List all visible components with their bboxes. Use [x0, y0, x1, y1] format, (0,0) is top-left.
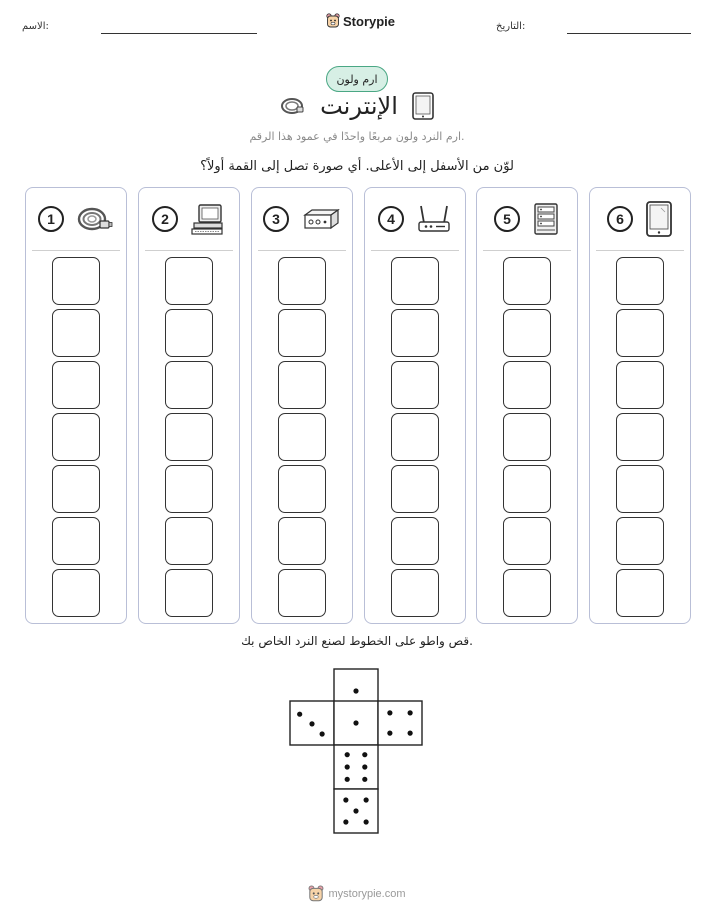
dice-pip	[353, 720, 358, 725]
dice-pip	[387, 731, 392, 736]
color-square[interactable]	[165, 569, 213, 617]
dice-face-center	[334, 701, 378, 745]
footer	[0, 885, 714, 903]
footer-url[interactable]: mystorypie.com	[328, 888, 406, 900]
modem-icon	[301, 207, 341, 231]
column-3	[251, 187, 353, 624]
color-square[interactable]	[391, 413, 439, 461]
computer-icon	[190, 203, 226, 235]
storypie-logo	[326, 13, 395, 29]
column-6	[589, 187, 691, 624]
column-5	[476, 187, 578, 624]
name-label: الاسم:	[22, 21, 49, 32]
dice-pip	[353, 808, 358, 813]
color-square[interactable]	[165, 413, 213, 461]
dice-pip	[345, 777, 350, 782]
column-number: 4	[378, 206, 404, 232]
column-number: 6	[607, 206, 633, 232]
color-square[interactable]	[391, 257, 439, 305]
color-square[interactable]	[391, 465, 439, 513]
color-square[interactable]	[503, 361, 551, 409]
dice-pip	[362, 764, 367, 769]
column-1	[25, 187, 127, 624]
color-square[interactable]	[503, 569, 551, 617]
dice-pip	[408, 731, 413, 736]
tablet-icon	[412, 92, 434, 120]
dice-pip	[343, 797, 348, 802]
color-square[interactable]	[52, 569, 100, 617]
dice-face-right	[378, 701, 422, 745]
color-square[interactable]	[278, 413, 326, 461]
color-square[interactable]	[52, 517, 100, 565]
bear-logo-icon	[308, 885, 324, 903]
color-square[interactable]	[616, 257, 664, 305]
dice-pip	[343, 819, 348, 824]
dice-net	[289, 668, 425, 836]
color-square[interactable]	[616, 413, 664, 461]
dice-pip	[345, 752, 350, 757]
color-square[interactable]	[503, 517, 551, 565]
activity-badge: ارم ولون	[326, 66, 388, 92]
dice-pip	[320, 731, 325, 736]
cut-instructions: قص واطو على الخطوط لصنع النرد الخاص بك.	[241, 634, 473, 648]
color-square[interactable]	[391, 517, 439, 565]
dice-pip	[345, 764, 350, 769]
column-2	[138, 187, 240, 624]
dice-face-lower	[334, 745, 378, 789]
cable-icon	[76, 204, 114, 234]
color-square[interactable]	[278, 257, 326, 305]
dice-pip	[408, 710, 413, 715]
logo-text: Storypie	[343, 13, 396, 29]
column-divider	[596, 250, 684, 251]
column-header	[590, 188, 690, 250]
dice-pip	[353, 688, 358, 693]
color-square[interactable]	[616, 309, 664, 357]
column-number: 2	[152, 206, 178, 232]
title-row	[0, 92, 714, 120]
color-square[interactable]	[165, 309, 213, 357]
question: لوّن من الأسفل إلى الأعلى. أي صورة تصل إلى القمة أولاً؟	[200, 159, 514, 174]
color-square[interactable]	[165, 517, 213, 565]
color-square[interactable]	[52, 361, 100, 409]
column-header	[477, 188, 577, 250]
color-square[interactable]	[503, 257, 551, 305]
dice-pip	[362, 777, 367, 782]
color-square[interactable]	[391, 361, 439, 409]
date-line[interactable]	[567, 33, 691, 34]
color-square[interactable]	[616, 465, 664, 513]
tablet-icon	[645, 201, 673, 237]
color-square[interactable]	[616, 569, 664, 617]
date-label: التاريخ:	[496, 21, 526, 32]
dice-pip	[364, 819, 369, 824]
column-4	[364, 187, 466, 624]
column-divider	[145, 250, 233, 251]
column-number: 1	[38, 206, 64, 232]
column-header	[365, 188, 465, 250]
dice-face-bottom	[334, 789, 378, 833]
color-square[interactable]	[278, 361, 326, 409]
column-number: 3	[263, 206, 289, 232]
color-square[interactable]	[52, 257, 100, 305]
bear-logo-icon	[326, 13, 340, 29]
dice-pip	[362, 752, 367, 757]
name-line[interactable]	[101, 33, 257, 34]
color-square[interactable]	[278, 517, 326, 565]
color-square[interactable]	[503, 413, 551, 461]
color-square[interactable]	[616, 361, 664, 409]
color-square[interactable]	[616, 517, 664, 565]
cable-icon	[280, 95, 306, 117]
column-divider	[258, 250, 346, 251]
color-square[interactable]	[278, 569, 326, 617]
dice-pip	[364, 797, 369, 802]
router-icon	[416, 203, 452, 235]
column-divider	[371, 250, 459, 251]
color-square[interactable]	[503, 309, 551, 357]
color-square[interactable]	[503, 465, 551, 513]
column-header	[26, 188, 126, 250]
color-square[interactable]	[165, 257, 213, 305]
server-icon	[532, 202, 560, 236]
color-square[interactable]	[52, 413, 100, 461]
color-square[interactable]	[165, 361, 213, 409]
column-header	[139, 188, 239, 250]
color-square[interactable]	[165, 465, 213, 513]
color-square[interactable]	[278, 309, 326, 357]
color-square[interactable]	[52, 309, 100, 357]
column-header	[252, 188, 352, 250]
dice-pip	[297, 712, 302, 717]
subtitle: ارم النرد ولون مربعًا واحدًا في عمود هذا الرقم.	[249, 130, 465, 143]
column-number: 5	[494, 206, 520, 232]
dice-pip	[309, 721, 314, 726]
column-divider	[32, 250, 120, 251]
color-square[interactable]	[52, 465, 100, 513]
color-square[interactable]	[278, 465, 326, 513]
column-divider	[483, 250, 571, 251]
color-square[interactable]	[391, 309, 439, 357]
dice-face-left	[290, 701, 334, 745]
color-square[interactable]	[391, 569, 439, 617]
page-title: الإنترنت	[320, 92, 398, 120]
dice-pip	[387, 710, 392, 715]
